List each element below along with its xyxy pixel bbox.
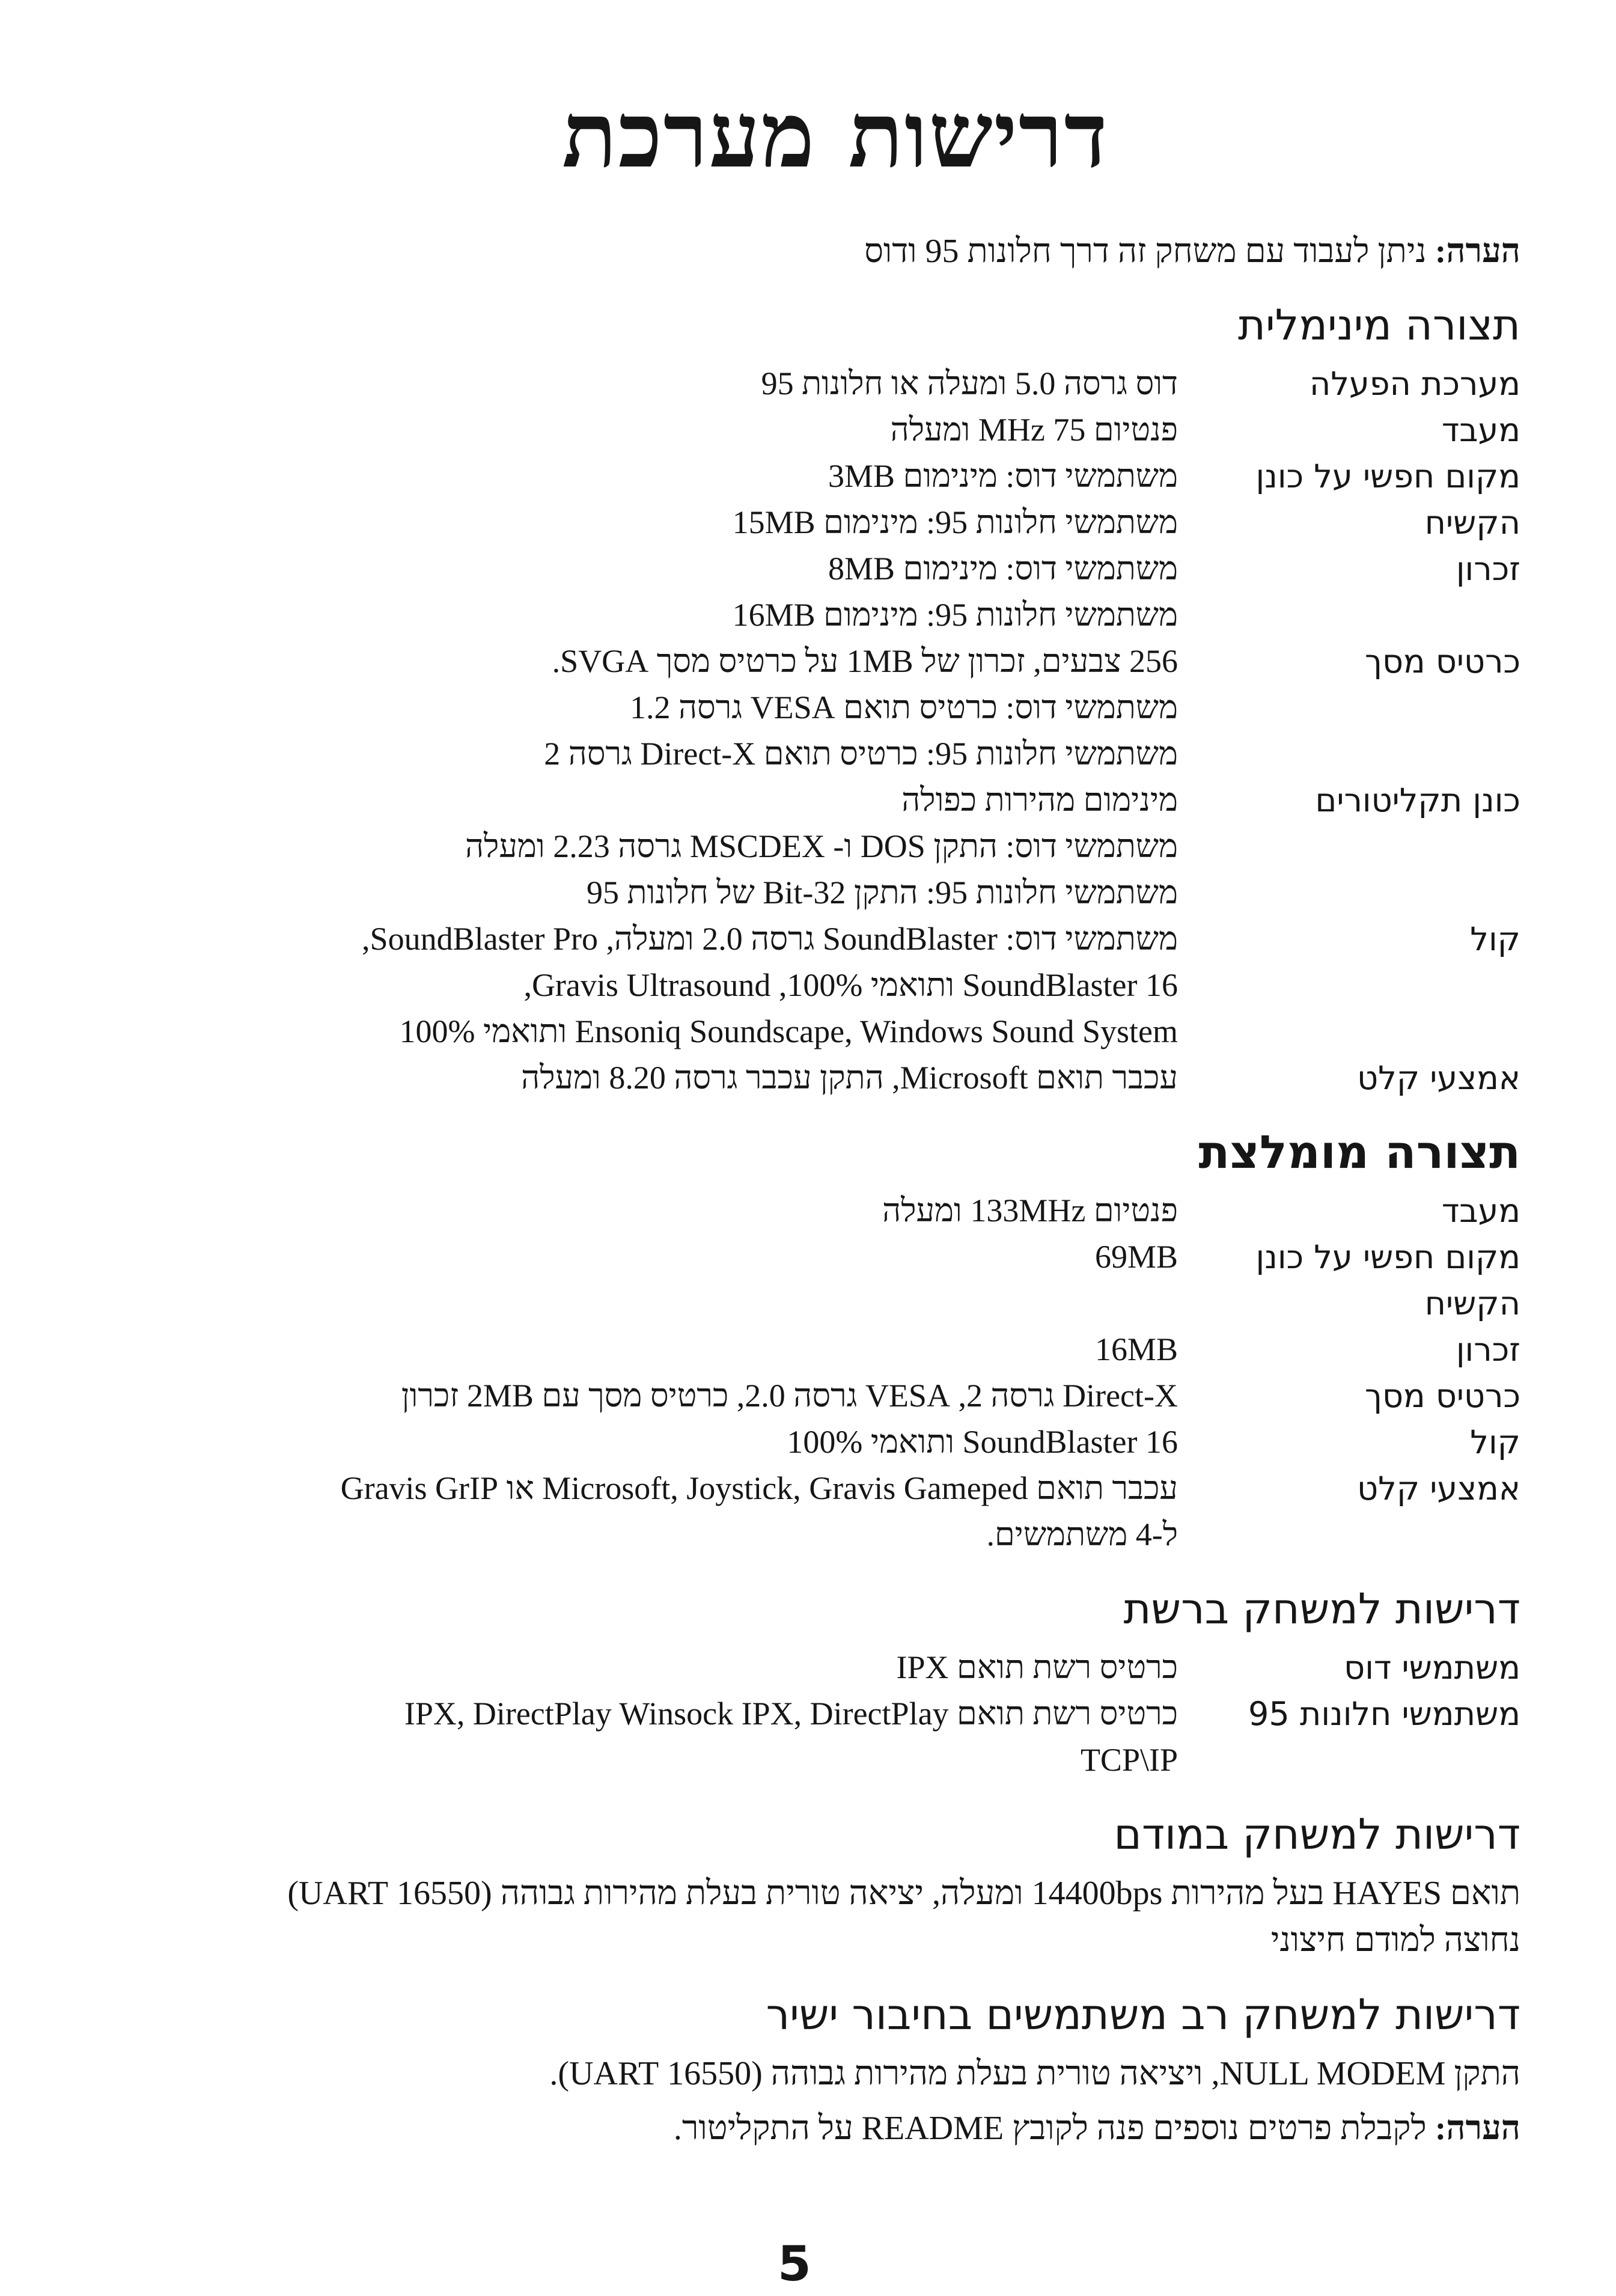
value-line: 256 צבעים, זכרון של 1MB על כרטיס מסך SVGA. [552,643,1178,679]
row-label: קול [1470,1423,1520,1461]
minimal-config-table [114,361,1520,1101]
row-value [114,361,1184,407]
row-value [114,1055,1184,1101]
recommended-config-table [114,1188,1520,1558]
table-row [114,777,1520,916]
row-value [114,1691,1184,1783]
table-row [114,1188,1520,1234]
value-line: TCP\IP [1080,1742,1178,1778]
text-line: תואם HAYES בעל מהירות 14400bps ומעלה, יציאה טורית בעלת מהירות גבוהה (16550 UART) [287,1875,1520,1912]
row-label: אמצעי קלט [1357,1059,1520,1097]
row-label: זכרון [1456,550,1520,588]
row-value [114,638,1184,777]
row-value [114,453,1184,546]
table-row [114,1644,1520,1691]
note-label: הערה: [1435,2110,1520,2147]
value-line: 69MB [1094,1239,1178,1275]
value-line: משתמשי דוס: כרטיס תואם VESA גרסה 1.2 [629,689,1178,725]
table-row [114,546,1520,638]
value-line: משתמשי דוס: מינימום 8MB [828,551,1178,587]
row-value [114,1373,1184,1419]
direct-connection-heading: דרישות למשחק רב משתמשים בחיבור ישיר [766,1990,1520,2039]
recommended-config-heading: תצורה מומלצת [1198,1125,1520,1179]
value-line: משתמשי חלונות 95: מינימום 15MB [732,504,1178,540]
row-value [114,916,1184,1055]
document-page [114,84,1520,2167]
value-line: ל-4 משתמשים. [986,1516,1178,1553]
direct-connection-text: התקן NULL MODEM, ויציאה טורית בעלת מהירות גבוהה (16550 UART). [549,2055,1520,2092]
value-line: SoundBlaster 16 ותואמי 100%, Gravis Ultrasound, [523,967,1178,1003]
value-line: פנטיום 133MHz ומעלה [882,1192,1178,1229]
row-label: כונן תקליטורים [1315,781,1520,819]
table-row [114,407,1520,453]
row-value [114,1465,1184,1558]
value-line: משתמשי חלונות 95: מינימום 16MB [732,597,1178,633]
value-line: משתמשי דוס: התקן DOS ו- MSCDEX גרסה 2.23 ומעלה [465,828,1178,864]
row-label: זכרון [1456,1331,1520,1369]
row-value [114,1644,1184,1691]
page-title: דרישות מערכת [562,82,1109,188]
value-line: משתמשי חלונות 95: התקן 32-Bit של חלונות 95 [587,875,1178,911]
value-line: פנטיום 75 MHz ומעלה [890,412,1178,448]
row-label: משתמשי חלונות 95 [1248,1695,1520,1733]
note-label: הערה: [1435,233,1520,270]
row-label: מקום חפשי על כונן הקשיח [1255,1238,1520,1322]
row-label: מערכת הפעלה [1310,365,1520,403]
row-value [114,1419,1184,1465]
value-line: דוס גרסה 5.0 ומעלה או חלונות 95 [761,365,1178,401]
note-text: לקבלת פרטים נוספים פנה לקובץ README על התקליטור. [673,2110,1435,2147]
value-line: 16MB [1094,1331,1178,1367]
row-label: אמצעי קלט [1357,1470,1520,1507]
table-row [114,361,1520,407]
table-row [114,1691,1520,1783]
closing-note [114,2105,1520,2151]
value-line: משתמשי דוס: SoundBlaster גרסה 2.0 ומעלה, SoundBlaster Pro, [362,921,1178,957]
table-row [114,638,1520,777]
value-line: Direct-X גרסה 2, VESA גרסה 2.0, כרטיס מסך עם 2MB זכרון [401,1378,1178,1414]
table-row [114,1055,1520,1101]
text-line: נחוצה למודם חיצוני [1270,1922,1520,1959]
intro-note [114,228,1520,274]
table-row [114,1234,1520,1327]
row-value [114,1188,1184,1234]
table-row [114,453,1520,546]
modem-heading: דרישות למשחק במודם [1114,1810,1520,1859]
value-line: משתמשי דוס: מינימום 3MB [828,458,1178,494]
row-label: קול [1470,920,1520,958]
value-line: כרטיס רשת תואם IPX [896,1649,1178,1685]
row-value [114,546,1184,638]
value-line: כרטיס רשת תואם IPX, DirectPlay Winsock IPX, DirectPlay [404,1696,1178,1732]
value-line: SoundBlaster 16 ותואמי 100% [787,1424,1178,1460]
row-label: מעבד [1441,411,1520,449]
row-label: כרטיס מסך [1364,1377,1520,1415]
row-value [114,1327,1184,1373]
value-line: מינימום מהירות כפולה [901,782,1178,818]
table-row [114,916,1520,1055]
table-row [114,1373,1520,1419]
value-line: משתמשי חלונות 95: כרטיס תואם Direct-X גרסה 2 [544,736,1178,772]
network-heading: דרישות למשחק ברשת [1123,1584,1520,1634]
table-row [114,1419,1520,1465]
modem-text [114,1870,1520,1964]
minimal-config-heading: תצורה מינימלית [1238,301,1520,350]
row-value [114,407,1184,453]
page-number: 5 [778,2236,811,2292]
row-value [114,777,1184,916]
row-label: מקום חפשי על כונן הקשיח [1255,457,1520,542]
value-line: עכבר תואם Microsoft, Joystick, Gravis Gameped או Gravis GrIP [340,1470,1178,1506]
row-value [114,1234,1184,1327]
row-label: משתמשי דוס [1344,1649,1520,1687]
row-label: מעבד [1441,1192,1520,1230]
row-label: כרטיס מסך [1364,643,1520,680]
note-text: ניתן לעבוד עם משחק זה דרך חלונות 95 ודוס [864,233,1435,270]
network-table [114,1644,1520,1783]
value-line: Ensoniq Soundscape, Windows Sound System ותואמי 100% [399,1013,1178,1049]
table-row [114,1327,1520,1373]
table-row [114,1465,1520,1558]
value-line: עכבר תואם Microsoft, התקן עכבר גרסה 8.20 ומעלה [521,1060,1178,1096]
